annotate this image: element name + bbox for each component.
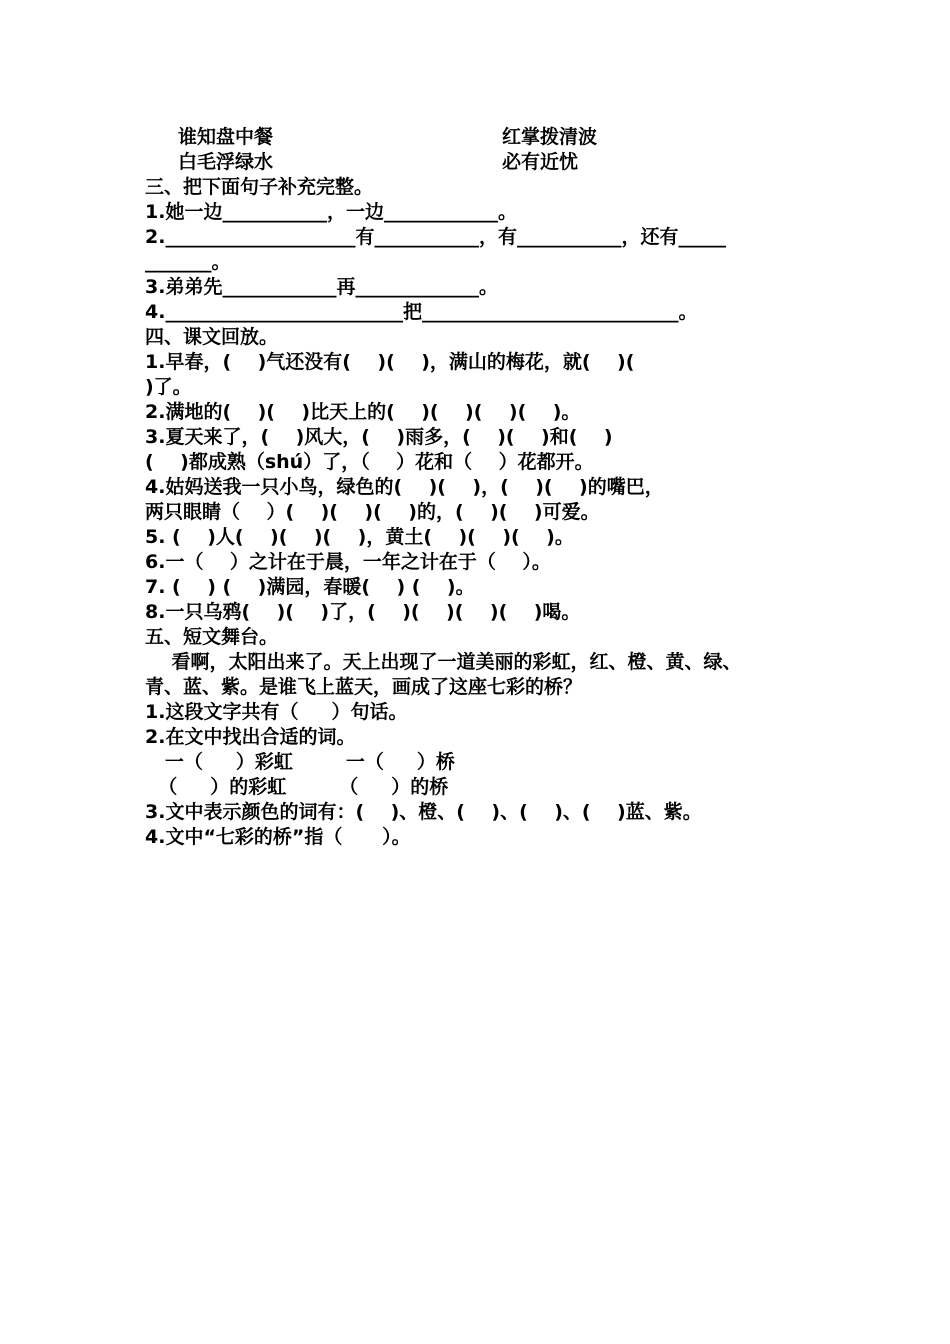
- s3-line-4: 4._________________________把___________________________。: [145, 301, 698, 323]
- section-5-heading: 五、短文舞台。: [145, 626, 279, 648]
- s4-line-1-cont: )了。: [145, 376, 192, 398]
- poem-line-2-right: 必有近忧: [502, 151, 579, 173]
- section-3-heading: 三、把下面句子补充完整。: [145, 176, 374, 198]
- s3-line-2: 2.____________________有___________，有___________，还有_____: [145, 226, 726, 248]
- s5-question-2: 2.在文中找出合适的词。: [145, 726, 356, 748]
- s4-line-7: 7. ( ) ( )满园，春暖( ) ( )。: [145, 576, 475, 598]
- poem-line-1-right: 红掌拨清波: [502, 126, 598, 148]
- s5-question-2-row-2: （ ）的彩虹 （ ）的桥: [145, 776, 449, 798]
- s4-line-5: 5. ( )人( )( )( )，黄土( )( )( )。: [145, 526, 574, 548]
- s4-line-6: 6.一（ ）之计在于晨，一年之计在于（ ）。: [145, 551, 551, 573]
- s4-line-4: 4.姑妈送我一只小鸟，绿色的( )( )，( )( )的嘴巴，: [145, 476, 664, 498]
- s5-question-1: 1.这段文字共有（ ）句话。: [145, 701, 408, 723]
- s5-question-3: 3.文中表示颜色的词有：( )、橙、( )、( )、( )蓝、紫。: [145, 801, 702, 823]
- s5-question-2-row-1: 一（ ）彩虹 一（ ）桥: [145, 751, 455, 773]
- s4-line-3: 3.夏天来了，( )风大，( )雨多，( )( )和( ): [145, 426, 613, 448]
- s3-line-1: 1.她一边___________，一边____________。: [145, 201, 517, 223]
- s3-line-2-cont: _______。: [145, 251, 231, 273]
- poem-line-1-left: 谁知盘中餐: [178, 126, 274, 148]
- s4-line-8: 8.一只乌鸦( )( )了，( )( )( )( )喝。: [145, 601, 581, 623]
- s5-passage-2: 青、蓝、紫。是谁飞上蓝天，画成了这座七彩的桥？: [145, 676, 583, 698]
- section-4-heading: 四、课文回放。: [145, 326, 279, 348]
- s4-line-3-cont: ( )都成熟（shú）了，（ ）花和（ ）花都开。: [145, 451, 594, 473]
- s3-line-3: 3.弟弟先____________再_____________。: [145, 276, 498, 298]
- s4-line-1: 1.早春，( )气还没有( )( )，满山的梅花，就( )(: [145, 351, 635, 373]
- s4-line-4-cont: 两只眼睛（ ）( )( )( )的，( )( )可爱。: [145, 501, 600, 523]
- poem-line-2-left: 白毛浮绿水: [178, 151, 274, 173]
- s5-question-4: 4.文中“七彩的桥”指（ ）。: [145, 826, 411, 848]
- s5-passage-1: 看啊，太阳出来了。天上出现了一道美丽的彩虹，红、橙、黄、绿、: [145, 651, 742, 673]
- s4-line-2: 2.满地的( )( )比天上的( )( )( )( )。: [145, 401, 581, 423]
